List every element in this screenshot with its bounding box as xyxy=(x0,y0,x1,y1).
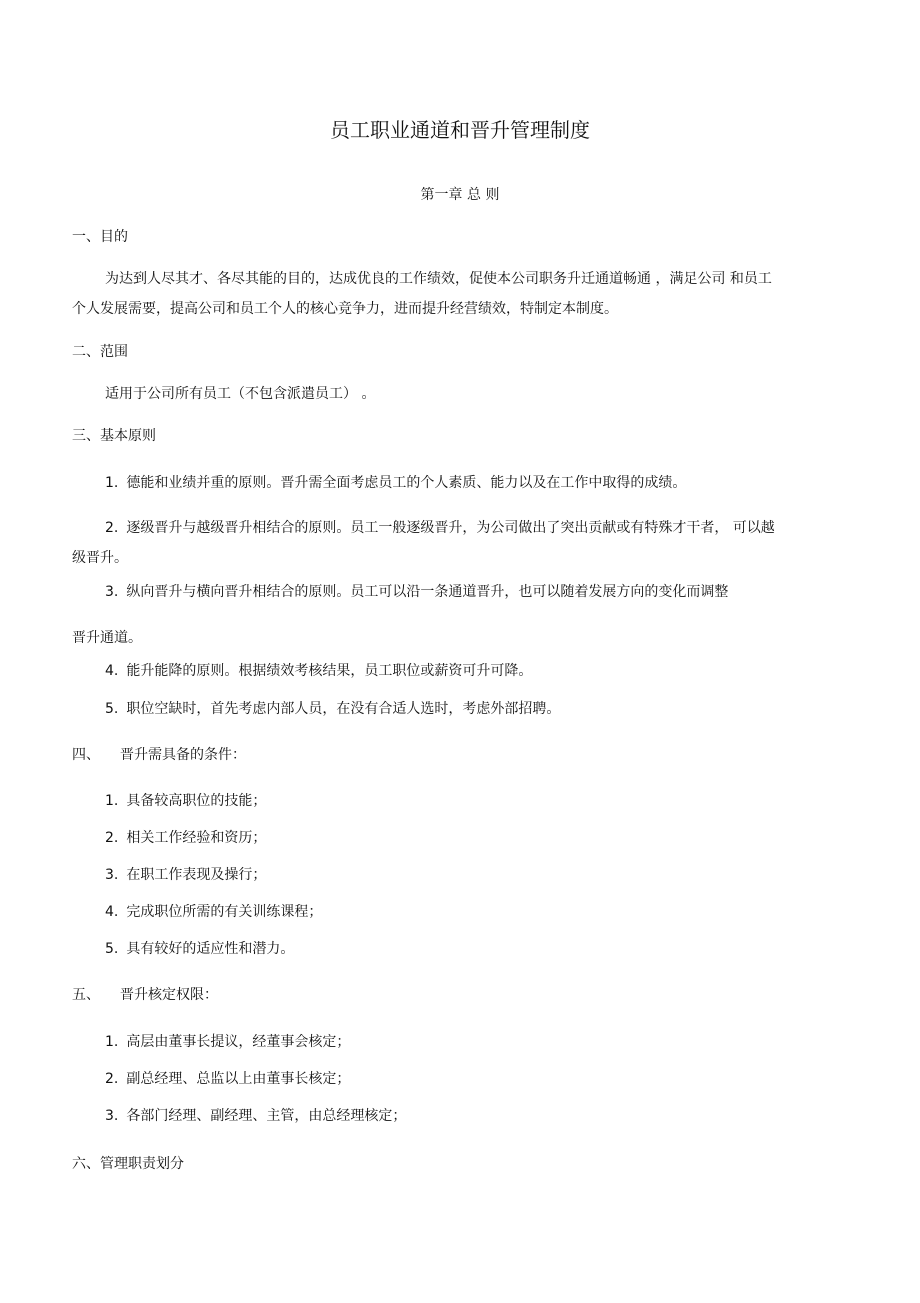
purpose-paragraph-line-2: 个人发展需要，提高公司和员工个人的核心竞争力，进而提升经营绩效，特制定本制度。 xyxy=(72,301,618,317)
item-text: 德能和业绩并重的原则。晋升需全面考虑员工的个人素质、能力以及在工作中取得的成绩。 xyxy=(126,475,687,491)
item-text: 职位空缺时，首先考虑内部人员，在没有合适人选时，考虑外部招聘。 xyxy=(126,701,561,717)
authority-item xyxy=(105,1106,406,1126)
item-number: 3. xyxy=(105,1108,119,1124)
item-number: 4. xyxy=(105,904,119,920)
item-text: 各部门经理、副经理、主管，由总经理核定； xyxy=(126,1108,407,1124)
principle-item-continuation: 级晋升。 xyxy=(72,550,128,566)
item-text: 纵向晋升与横向晋升相结合的原则。员工可以沿一条通道晋升，也可以随着发展方向的变化而调整 xyxy=(126,584,729,600)
principle-item xyxy=(105,518,775,538)
condition-item xyxy=(105,902,322,922)
section-heading-responsibilities: 六、管理职责划分 xyxy=(72,1156,184,1172)
authority-item xyxy=(105,1069,350,1089)
condition-item xyxy=(105,791,266,811)
purpose-paragraph-line-1: 为达到人尽其才、各尽其能的目的，达成优良的工作绩效，促使本公司职务升迁通道畅通 ，满足公司 和员工 xyxy=(105,271,772,287)
section-heading-principles: 三、基本原则 xyxy=(72,428,156,444)
item-text: 副总经理、总监以上由董事长核定； xyxy=(126,1071,351,1087)
item-number: 1. xyxy=(105,793,119,809)
item-text: 具有较好的适应性和潜力。 xyxy=(126,941,295,957)
item-number: 5. xyxy=(105,701,119,717)
item-number: 5. xyxy=(105,941,119,957)
item-text: 能升能降的原则。根据绩效考核结果，员工职位或薪资可升可降。 xyxy=(126,663,533,679)
item-text: 逐级晋升与越级晋升相结合的原则。员工一般逐级晋升，为公司做出了突出贡献或有特殊才干者， 可以越 xyxy=(126,520,775,536)
item-text: 具备较高职位的技能； xyxy=(126,793,267,809)
item-text: 完成职位所需的有关训练课程； xyxy=(126,904,323,920)
document-title: 员工职业通道和晋升管理制度 xyxy=(330,118,590,142)
item-text: 相关工作经验和资历； xyxy=(126,830,267,846)
item-number: 1. xyxy=(105,475,119,491)
scope-paragraph: 适用于公司所有员工（不包含派遣员工） 。 xyxy=(105,386,376,402)
item-number: 2. xyxy=(105,1071,119,1087)
section-prefix: 五、 xyxy=(72,987,100,1003)
condition-item xyxy=(105,828,266,848)
item-text: 高层由董事长提议，经董事会核定； xyxy=(126,1034,351,1050)
section-heading-authority: 晋升核定权限： xyxy=(120,987,218,1003)
principle-item xyxy=(105,699,560,719)
item-number: 2. xyxy=(105,520,119,536)
principle-item xyxy=(105,661,532,681)
section-prefix: 四、 xyxy=(72,747,100,763)
principle-item xyxy=(105,582,728,602)
principle-item-continuation: 晋升通道。 xyxy=(72,630,142,646)
item-number: 4. xyxy=(105,663,119,679)
item-number: 2. xyxy=(105,830,119,846)
chapter-heading: 第一章 总 则 xyxy=(420,187,500,203)
principle-item xyxy=(105,473,686,493)
item-text: 在职工作表现及操行； xyxy=(126,867,267,883)
item-number: 3. xyxy=(105,584,119,600)
authority-item xyxy=(105,1032,350,1052)
section-heading-purpose: 一、目的 xyxy=(72,229,128,245)
section-heading-scope: 二、范围 xyxy=(72,344,128,360)
section-heading-conditions: 晋升需具备的条件： xyxy=(120,747,246,763)
condition-item xyxy=(105,865,266,885)
condition-item xyxy=(105,939,294,959)
item-number: 1. xyxy=(105,1034,119,1050)
item-number: 3. xyxy=(105,867,119,883)
